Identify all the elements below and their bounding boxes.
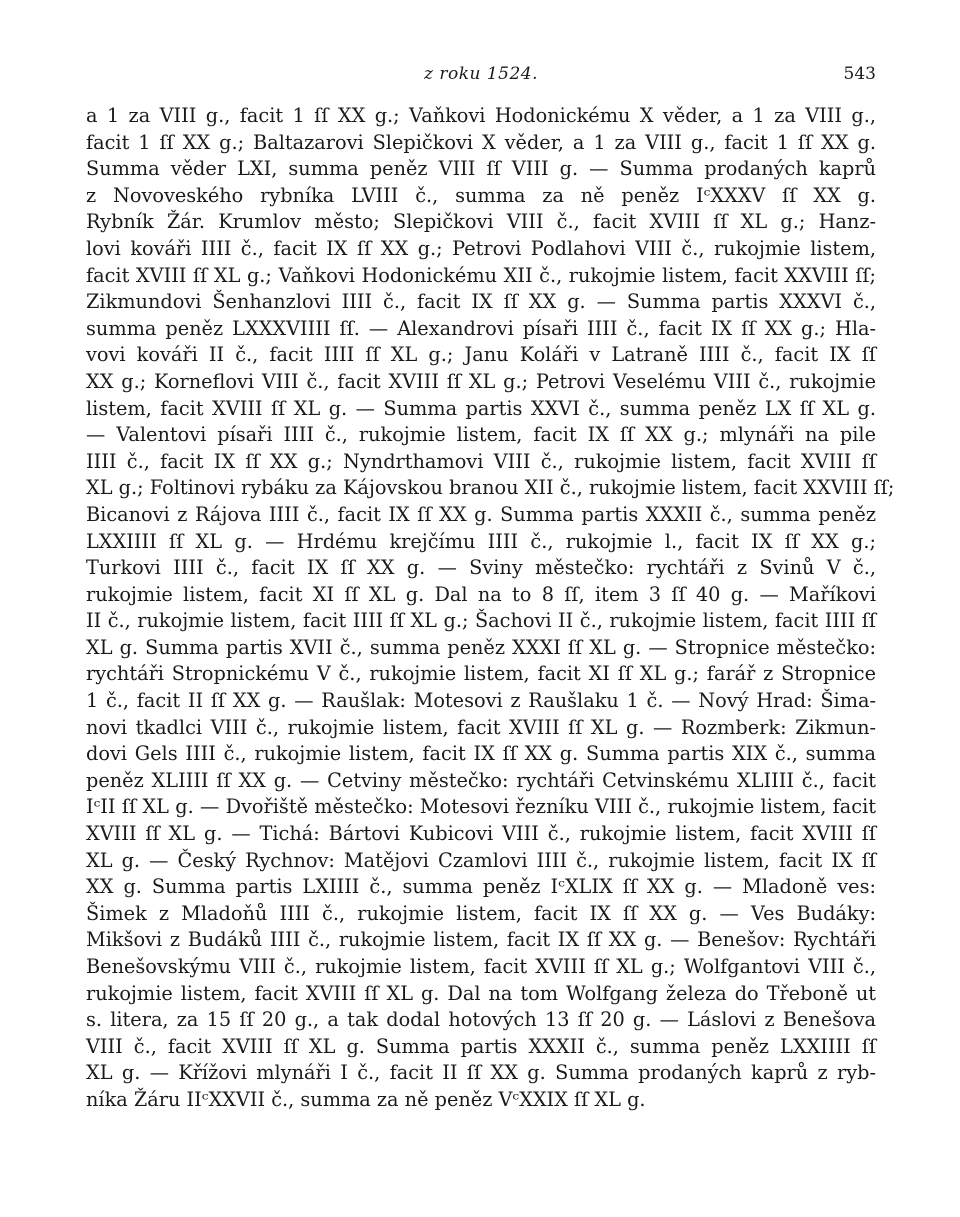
running-title: z roku 1524. — [423, 64, 539, 84]
text-line: Turkovi IIII č., facit IX ſſ XX g. — Sviny městečko: rychtáři z Svinů V č., — [86, 556, 876, 580]
text-line: facit 1 ſſ XX g.; Baltazarovi Slepičkovi X věder, a 1 za VIII g., facit 1 ſſ XX g. — [86, 130, 876, 154]
text-line: Mikšovi z Budáků IIII č., rukojmie listem, facit IX ſſ XX g. — Benešov: Rychtáři — [86, 928, 876, 952]
text-line: XL g. — Český Rychnov: Matějovi Czamlovi IIII č., rukojmie listem, facit IX ſſ — [86, 848, 876, 872]
text-line: — Valentovi písaři IIII č., rukojmie listem, facit IX ſſ XX g.; mlynáři na pile — [86, 423, 876, 447]
text-line: Bicanovi z Rájova IIII č., facit IX ſſ XX g. Summa partis XXXII č., summa peněz — [86, 502, 876, 526]
text-line: IᶜII ſſ XL g. — Dvořiště městečko: Motesovi řezníku VIII č., rukojmie listem, facit — [86, 795, 876, 819]
text-line: z Novoveského rybníka LVIII č., summa za ně peněz IᶜXXXV ſſ XX g. — [86, 183, 876, 207]
text-line: IIII č., facit IX ſſ XX g.; Nyndrthamovi VIII č., rukojmie listem, facit XVIII ſſ — [86, 449, 876, 473]
text-line: facit XVIII ſſ XL g.; Vaňkovi Hodonickému XII č., rukojmie listem, facit XXVIII ſſ; — [86, 263, 876, 287]
text-line: peněz XLIIII ſſ XX g. — Cetviny městečko: rychtáři Cetvinskému XLIIII č., facit — [86, 768, 876, 792]
text-line: summa peněz LXXXVIIII ſſ. — Alexandrovi písaři IIII č., facit IX ſſ XX g.; Hla- — [86, 316, 876, 340]
text-line: dovi Gels IIII č., rukojmie listem, facit IX ſſ XX g. Summa partis XIX č., summa — [86, 742, 876, 766]
text-line: rukojmie listem, facit XVIII ſſ XL g. Dal na tom Wolfgang železa do Třeboně ut — [86, 981, 876, 1005]
text-line: XL g.; Foltinovi rybáku za Kájovskou branou XII č., rukojmie listem, facit XXVIII ſſ; — [86, 476, 895, 500]
text-line: XL g. Summa partis XVII č., summa peněz XXXI ſſ XL g. — Stropnice městečko: — [86, 635, 876, 659]
text-line: níka Žáru IIᶜXXVII č., summa za ně peněz VᶜXXIX ſſ XL g. — [86, 1087, 646, 1111]
page-header — [86, 64, 876, 88]
body-text — [86, 103, 895, 1114]
text-line: lovi kováři IIII č., facit IX ſſ XX g.; Petrovi Podlahovi VIII č., rukojmie listem, — [86, 236, 876, 260]
text-line: Rybník Žár. Krumlov město; Slepičkovi VIII č., facit XVIII ſſ XL g.; Hanz- — [86, 210, 876, 234]
text-line: VIII č., facit XVIII ſſ XL g. Summa partis XXXII č., summa peněz LXXIIII ſſ — [86, 1034, 876, 1058]
text-line: rukojmie listem, facit XI ſſ XL g. Dal na to 8 ſſ, item 3 ſſ 40 g. — Maříkovi — [86, 582, 876, 606]
text-line: II č., rukojmie listem, facit IIII ſſ XL g.; Šachovi II č., rukojmie listem, facit IIII ſſ — [86, 609, 876, 633]
text-line: Zikmundovi Šenhanzlovi IIII č., facit IX ſſ XX g. — Summa partis XXXVI č., — [86, 290, 876, 314]
text-line: XVIII ſſ XL g. — Tichá: Bártovi Kubicovi VIII č., rukojmie listem, facit XVIII ſſ — [86, 822, 876, 846]
text-line: rychtáři Stropnickému V č., rukojmie listem, facit XI ſſ XL g.; farář z Stropnice — [86, 662, 876, 686]
text-line: Benešovskýmu VIII č., rukojmie listem, facit XVIII ſſ XL g.; Wolfgantovi VIII č., — [86, 955, 876, 978]
text-line: XX g.; Korneflovi VIII č., facit XVIII ſſ XL g.; Petrovi Veselému VIII č., rukojmie — [86, 369, 876, 393]
text-line: a 1 za VIII g., facit 1 ſſ XX g.; Vaňkovi Hodonickému X věder, a 1 za VIII g., — [86, 104, 876, 127]
text-line: vovi kováři II č., facit IIII ſſ XL g.; Janu Koláři v Latraně IIII č., facit IX ſſ — [86, 343, 876, 367]
text-line: XL g. — Křížovi mlynáři I č., facit II ſſ XX g. Summa prodaných kaprů z ryb- — [86, 1061, 876, 1085]
text-line: XX g. Summa partis LXIIII č., summa peněz IᶜXLIX ſſ XX g. — Mladoně ves: — [86, 875, 876, 899]
text-line: 1 č., facit II ſſ XX g. — Raušlak: Motesovi z Raušlaku 1 č. — Nový Hrad: Šima- — [86, 689, 876, 713]
text-line: LXXIIII ſſ XL g. — Hrdému krejčímu IIII č., rukojmie l., facit IX ſſ XX g.; — [86, 529, 876, 553]
text-line: novi tkadlci VIII č., rukojmie listem, facit XVIII ſſ XL g. — Rozmberk: Zikmun- — [86, 715, 876, 739]
text-line: listem, facit XVIII ſſ XL g. — Summa partis XXVI č., summa peněz LX ſſ XL g. — [86, 396, 876, 420]
text-line: Šimek z Mladoňů IIII č., rukojmie listem, facit IX ſſ XX g. — Ves Budáky: — [86, 901, 876, 925]
page-number: 543 — [843, 64, 876, 84]
text-line: Summa věder LXI, summa peněz VIII ſſ VIII g. — Summa prodaných kaprů — [86, 157, 876, 181]
text-line: s. litera, za 15 ſſ 20 g., a tak dodal hotových 13 ſſ 20 g. — Láslovi z Benešova — [86, 1008, 876, 1032]
